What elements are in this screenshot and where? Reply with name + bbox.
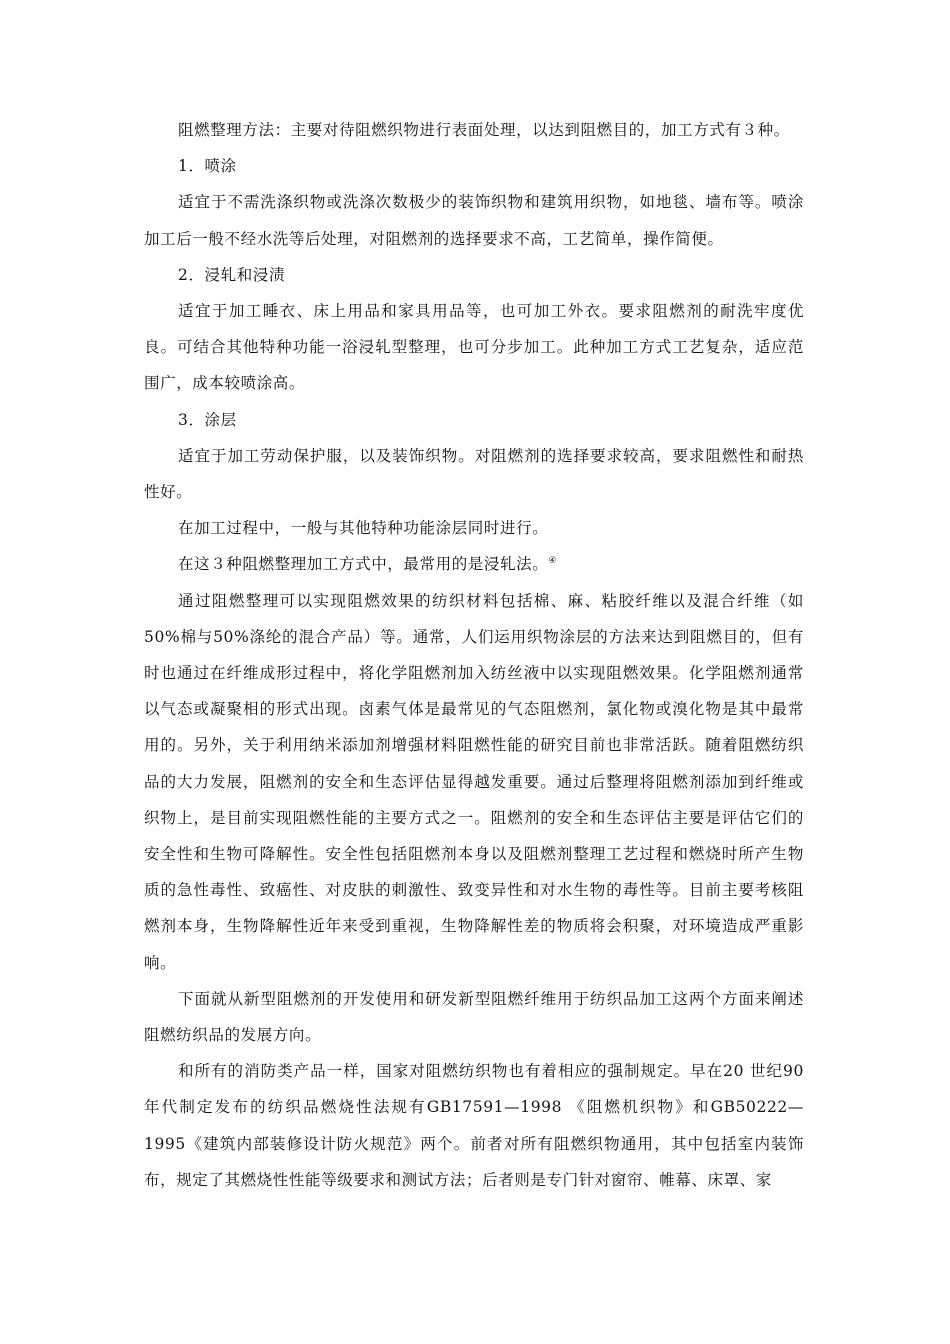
footnote-marker: ④ <box>548 556 557 567</box>
heading-spray: 1．喷涂 <box>178 157 237 176</box>
heading-padding: 2．浸轧和浸渍 <box>178 265 286 284</box>
paragraph-coating-process: 在加工过程中，一般与其他特种功能涂层同时进行。 <box>178 519 549 538</box>
paragraph-materials: 通过阻燃整理可以实现阻燃效果的纺织材料包括棉、麻、粘胶纤维以及混合纤维（如50%棉与50%涤纶的混合产品）等。通常，人们运用织物涂层的方法来达到阻燃目的，但有时也通过在纤维成形过程中，将化学阻燃剂加入纺丝液中以实现阻燃效果。化学阻燃剂通常以气态或凝聚相的形式出现。卤素气体是最常见的气态阻燃剂，氯化物或溴化物是其中最常用的。另外，关于利用纳米添加剂增强材料阻燃性能的研究目前也非常活跃。随着阻燃纺织品的大力发展，阻燃剂的安全和生态评估显得越发重要。通过后整理将阻燃剂添加到纤维或织物上，是目前实现阻燃性能的主要方式之一。阻燃剂的安全和生态评估主要是评估它们的安全性和生物可降解性。安全性包括阻燃剂本身以及阻燃剂整理工艺过程和燃烧时所产生物质的急性毒性、致癌性、对皮肤的刺激性、致变异性和对水生物的毒性等。目前主要考核阻燃剂本身，生物降解性近年来受到重视，生物降解性差的物质将会积聚，对环境造成严重影响。 <box>144 591 804 972</box>
paragraph-intro: 阻燃整理方法：主要对待阻燃织物进行表面处理，以达到阻燃目的，加工方式有３种。 <box>178 121 790 139</box>
paragraph-coating: 适宜于加工劳动保护服，以及装饰织物。对阻燃剂的选择要求较高，要求阻燃性和耐热性好。 <box>144 446 804 502</box>
heading-coating: 3．涂层 <box>178 410 237 429</box>
paragraph-regulations: 和所有的消防类产品一样，国家对阻燃纺织物也有着相应的强制规定。早在20 世纪90 年代制定发布的纺织品燃烧性法规有GB17591—1998 《阻燃机织物》和GB50222—1995《建筑内部装修设计防火规范》两个。前者对所有阻燃织物通用，其中包括室内装饰布，规定了其燃烧性性能等级要求和测试方法；后者则是专门针对窗帘、帷幕、床罩、家 <box>144 1062 804 1189</box>
most-common-text: 在这３种阻燃整理加工方式中，最常用的是浸轧法。 <box>178 555 549 574</box>
paragraph-most-common <box>144 546 804 582</box>
paragraph-padding: 适宜于加工睡衣、床上用品和家具用品等，也可加工外衣。要求阻燃剂的耐洗牢度优良。可结合其他特种功能一浴浸轧型整理，也可分步加工。此种加工方式工艺复杂，适应范围广，成本较喷涂高。 <box>144 302 804 393</box>
paragraph-direction: 下面就从新型阻燃剂的开发使用和研发新型阻燃纤维用于纺织品加工这两个方面来阐述阻燃纺织品的发展方向。 <box>144 989 804 1045</box>
document-body <box>144 112 804 1198</box>
paragraph-spray: 适宜于不需洗涤织物或洗涤次数极少的装饰织物和建筑用织物，如地毯、墙布等。喷涂加工后一般不经水洗等后处理，对阻燃剂的选择要求不高，工艺简单，操作简便。 <box>144 193 804 248</box>
